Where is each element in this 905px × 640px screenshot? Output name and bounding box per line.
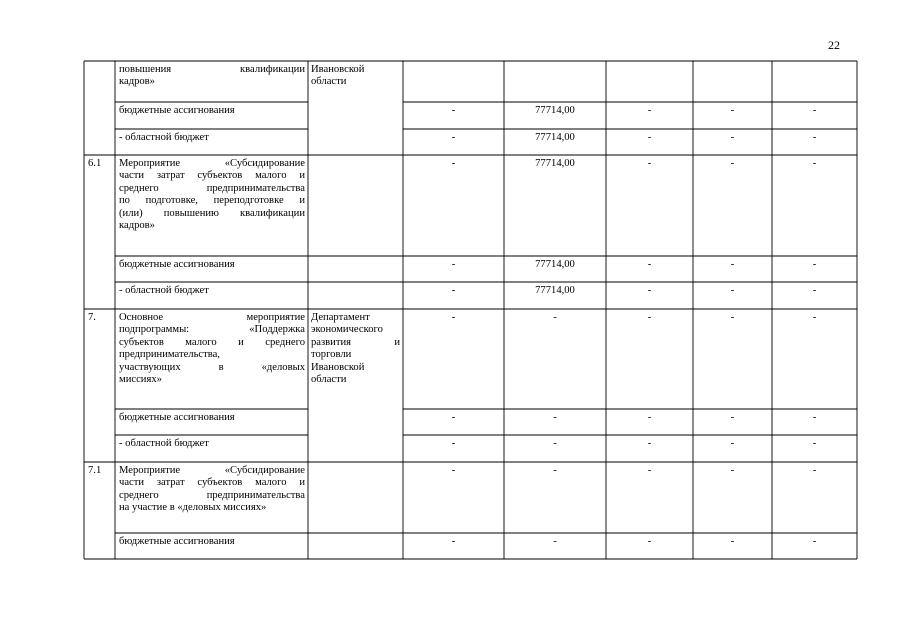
- amount-cell: [608, 438, 691, 450]
- amount-cell-line: -: [812, 465, 817, 476]
- activity-name: [119, 312, 305, 386]
- amount-cell: [506, 312, 604, 324]
- activity-name: [119, 412, 305, 424]
- amount-cell: [774, 285, 855, 297]
- amount-cell: [695, 536, 770, 548]
- activity-name-line: субъектов малого и среднего: [119, 336, 305, 348]
- amount-cell-line: -: [647, 438, 652, 449]
- amount-cell-line: 77714,00: [535, 132, 575, 143]
- amount-cell-line: -: [647, 158, 652, 169]
- amount-cell-line: -: [730, 285, 735, 296]
- amount-cell: [774, 312, 855, 324]
- activity-name-line: бюджетные ассигнования: [119, 259, 235, 270]
- activity-name-line: предпринимательства,: [119, 349, 220, 361]
- row-number: [88, 158, 113, 170]
- amount-cell-line: -: [451, 312, 456, 323]
- activity-name: [119, 259, 305, 271]
- amount-cell-line: -: [647, 465, 652, 476]
- amount-cell-line: -: [730, 158, 735, 169]
- amount-cell-line: -: [451, 259, 456, 270]
- activity-name-line: бюджетные ассигнования: [119, 105, 235, 116]
- amount-cell-line: 77714,00: [535, 158, 575, 169]
- activity-name-line: части затрат субъектов малого и: [119, 477, 305, 489]
- amount-cell-line: -: [647, 312, 652, 323]
- amount-cell: [608, 412, 691, 424]
- amount-cell-line: -: [812, 132, 817, 143]
- activity-name-line: (или) повышению квалификации: [119, 207, 305, 219]
- activity-name-line: подпрограммы: «Поддержка: [119, 324, 305, 336]
- amount-cell-line: -: [647, 412, 652, 423]
- amount-cell: [695, 285, 770, 297]
- activity-name-line: по подготовке, переподготовке и: [119, 195, 305, 207]
- department-name: [311, 312, 400, 386]
- amount-cell: [608, 285, 691, 297]
- department-name-line: Департамент: [311, 312, 370, 323]
- amount-cell: [405, 132, 502, 144]
- amount-cell: [608, 259, 691, 271]
- activity-name: [119, 105, 305, 117]
- page-number: 22: [828, 38, 840, 52]
- amount-cell-line: -: [647, 285, 652, 296]
- amount-cell-line: 77714,00: [535, 105, 575, 116]
- amount-cell: [695, 412, 770, 424]
- amount-cell-line: -: [812, 259, 817, 270]
- row-number-line: 6.1: [88, 158, 102, 169]
- amount-cell-line: -: [553, 438, 557, 449]
- amount-cell-line: -: [812, 285, 817, 296]
- department-name-line: развития и: [311, 336, 400, 348]
- activity-name-line: части затрат субъектов малого и: [119, 170, 305, 182]
- activity-name: [119, 132, 305, 144]
- amount-cell-line: -: [812, 412, 817, 423]
- activity-name: [119, 465, 305, 515]
- amount-cell: [774, 259, 855, 271]
- amount-cell: [774, 465, 855, 477]
- activity-name-line: кадров»: [119, 220, 155, 232]
- amount-cell-line: -: [812, 158, 817, 169]
- amount-cell-line: -: [647, 536, 652, 547]
- amount-cell: [774, 536, 855, 548]
- activity-name-line: бюджетные ассигнования: [119, 536, 235, 547]
- amount-cell-line: -: [730, 312, 735, 323]
- amount-cell-line: -: [553, 465, 557, 476]
- department-name-line: области: [311, 76, 347, 88]
- amount-cell-line: -: [730, 412, 735, 423]
- row-number-line: 7.1: [88, 465, 102, 476]
- amount-cell: [774, 438, 855, 450]
- amount-cell: [405, 259, 502, 271]
- amount-cell-line: -: [730, 105, 735, 116]
- amount-cell-line: -: [812, 438, 817, 449]
- amount-cell: [405, 465, 502, 477]
- amount-cell-line: -: [730, 438, 735, 449]
- activity-name: [119, 438, 305, 450]
- row-number: [88, 465, 113, 477]
- activity-name: [119, 285, 305, 297]
- amount-cell: [506, 536, 604, 548]
- amount-cell: [695, 105, 770, 117]
- amount-cell: [506, 285, 604, 297]
- amount-cell: [608, 536, 691, 548]
- amount-cell: [695, 158, 770, 170]
- amount-cell: [608, 158, 691, 170]
- amount-cell: [695, 132, 770, 144]
- amount-cell: [774, 158, 855, 170]
- activity-name-line: кадров»: [119, 76, 155, 88]
- amount-cell-line: -: [451, 438, 456, 449]
- amount-cell-line: -: [647, 105, 652, 116]
- activity-name-line: участвующих в «деловых: [119, 361, 305, 373]
- amount-cell: [506, 259, 604, 271]
- amount-cell: [405, 412, 502, 424]
- amount-cell-line: -: [553, 412, 557, 423]
- amount-cell: [405, 312, 502, 324]
- amount-cell-line: -: [451, 536, 456, 547]
- department-name-line: Ивановской: [311, 361, 365, 373]
- amount-cell: [774, 412, 855, 424]
- amount-cell: [774, 132, 855, 144]
- amount-cell: [695, 438, 770, 450]
- row-number-line: 7.: [88, 312, 96, 323]
- department-name-line: Ивановской: [311, 64, 365, 75]
- amount-cell-line: -: [730, 536, 735, 547]
- amount-cell: [506, 412, 604, 424]
- amount-cell-line: 77714,00: [535, 259, 575, 270]
- activity-name-line: - областной бюджет: [119, 285, 209, 296]
- activity-name: [119, 536, 305, 548]
- amount-cell-line: -: [451, 158, 456, 169]
- amount-cell: [405, 285, 502, 297]
- amount-cell-line: -: [730, 259, 735, 270]
- activity-name-line: Мероприятие «Субсидирование: [119, 465, 305, 476]
- amount-cell: [774, 105, 855, 117]
- amount-cell-line: 77714,00: [535, 285, 575, 296]
- amount-cell-line: -: [553, 536, 557, 547]
- amount-cell: [608, 312, 691, 324]
- amount-cell-line: -: [730, 132, 735, 143]
- amount-cell: [695, 465, 770, 477]
- amount-cell: [506, 105, 604, 117]
- activity-name-line: Мероприятие «Субсидирование: [119, 158, 305, 169]
- activity-name-line: повышения квалификации: [119, 64, 305, 75]
- amount-cell-line: -: [730, 465, 735, 476]
- amount-cell: [405, 536, 502, 548]
- department-name-line: области: [311, 374, 347, 386]
- amount-cell-line: -: [451, 132, 456, 143]
- department-name-line: экономического: [311, 324, 383, 336]
- activity-name: [119, 64, 305, 89]
- amount-cell-line: -: [451, 412, 456, 423]
- amount-cell: [608, 465, 691, 477]
- department-name: [311, 64, 400, 89]
- amount-cell-line: -: [812, 105, 817, 116]
- amount-cell-line: -: [553, 312, 557, 323]
- amount-cell: [608, 105, 691, 117]
- amount-cell: [405, 438, 502, 450]
- activity-name-line: миссиях»: [119, 374, 162, 386]
- activity-name-line: - областной бюджет: [119, 438, 209, 449]
- activity-name: [119, 158, 305, 232]
- activity-name-line: на участие в «деловых миссиях»: [119, 502, 267, 514]
- amount-cell-line: -: [812, 312, 817, 323]
- row-number: [88, 312, 113, 324]
- activity-name-line: - областной бюджет: [119, 132, 209, 143]
- amount-cell: [405, 158, 502, 170]
- amount-cell-line: -: [647, 259, 652, 270]
- amount-cell: [506, 438, 604, 450]
- amount-cell: [506, 465, 604, 477]
- activity-name-line: бюджетные ассигнования: [119, 412, 235, 423]
- amount-cell: [405, 105, 502, 117]
- amount-cell-line: -: [812, 536, 817, 547]
- activity-name-line: Основное мероприятие: [119, 312, 305, 323]
- amount-cell-line: -: [647, 132, 652, 143]
- activity-name-line: среднего предпринимательства: [119, 489, 305, 501]
- amount-cell: [608, 132, 691, 144]
- amount-cell-line: -: [451, 285, 456, 296]
- amount-cell-line: -: [451, 105, 456, 116]
- activity-name-line: среднего предпринимательства: [119, 182, 305, 194]
- amount-cell: [695, 312, 770, 324]
- department-name-line: торговли: [311, 349, 352, 361]
- amount-cell: [506, 132, 604, 144]
- amount-cell-line: -: [451, 465, 456, 476]
- amount-cell: [506, 158, 604, 170]
- amount-cell: [695, 259, 770, 271]
